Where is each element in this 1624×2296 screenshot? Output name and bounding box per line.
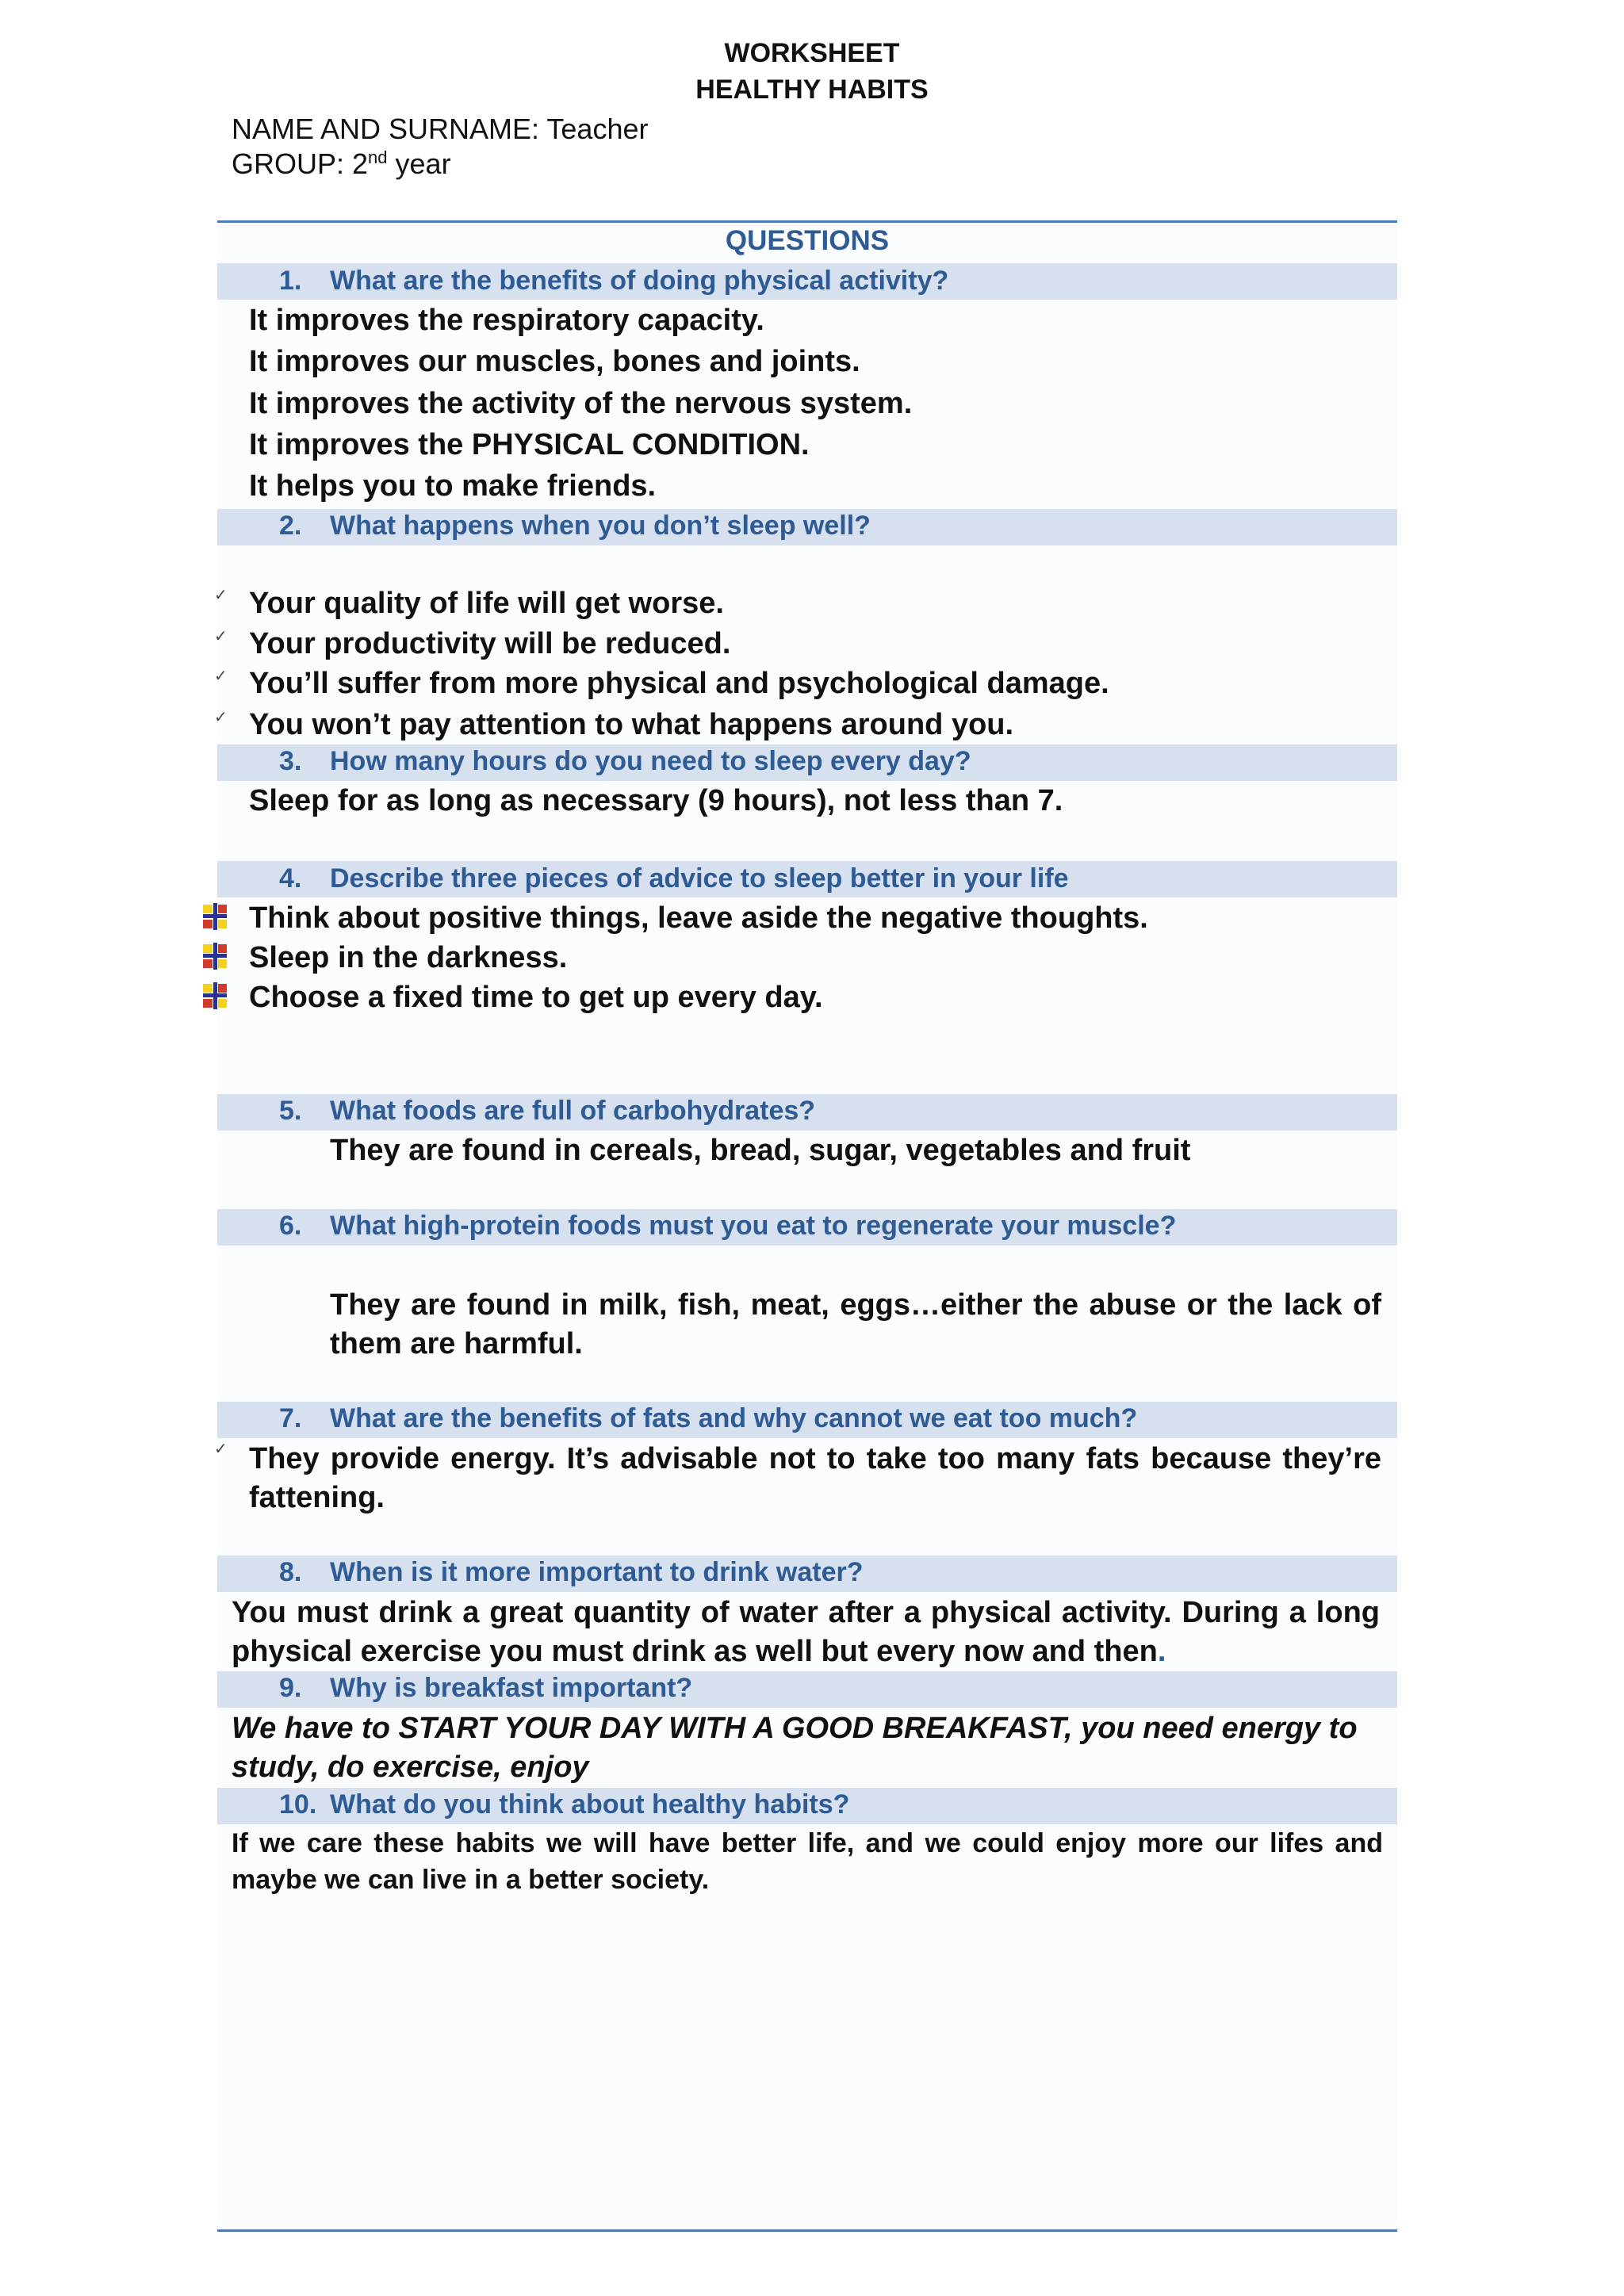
answer-10: If we care these habits we will have better life, and we could enjoy more our lifes and maybe we can live in a better society. <box>232 1828 1383 1895</box>
question-text-6: What high-protein foods must you eat to regenerate your muscle? <box>330 1211 1177 1241</box>
answer-8-text: You must drink a great quantity of water after a physical activity. During a long physical exercise you must drink as well but every now and then <box>232 1596 1380 1668</box>
answer-8-end: . <box>1157 1635 1166 1668</box>
group-ordinal: nd <box>368 147 388 167</box>
question-number-8: 8. <box>279 1557 302 1587</box>
question-number-7: 7. <box>279 1403 302 1433</box>
question-number-1: 1. <box>279 266 302 296</box>
question-text-1: What are the benefits of doing physical activity? <box>330 266 949 296</box>
answer-4-line-1: Think about positive things, leave aside the negative thoughts. <box>249 901 1148 935</box>
check-tick-icon: ✓ <box>214 709 228 726</box>
check-tick-icon: ✓ <box>214 668 228 685</box>
answer-1-line-2: It improves our muscles, bones and joints. <box>249 345 860 378</box>
check-tick-icon: ✓ <box>214 587 228 604</box>
answer-4-line-3: Choose a fixed time to get up every day. <box>249 981 823 1014</box>
answer-1-line-3: It improves the activity of the nervous system. <box>249 387 913 420</box>
question-text-2: What happens when you don’t sleep well? <box>330 511 871 541</box>
group-prefix: GROUP: 2 <box>232 147 369 180</box>
answer-9: We have to START YOUR DAY WITH A GOOD BREAKFAST, you need energy to study, do exercise, enjoy <box>232 1712 1358 1784</box>
answer-1-line-5: It helps you to make friends. <box>249 469 657 503</box>
group-line <box>232 147 451 181</box>
question-text-9: Why is breakfast important? <box>330 1673 693 1703</box>
group-suffix: year <box>387 147 451 180</box>
answer-7: They provide energy. It’s advisable not to take too many fats because they’re fattening. <box>249 1442 1381 1514</box>
answer-3: Sleep for as long as necessary (9 hours), not less than 7. <box>249 784 1063 817</box>
answer-2-line-1: Your quality of life will get worse. <box>249 587 724 620</box>
colored-cross-bullet-icon <box>203 943 227 970</box>
question-number-4: 4. <box>279 863 302 894</box>
question-number-2: 2. <box>279 511 302 541</box>
question-text-5: What foods are full of carbohydrates? <box>330 1096 816 1126</box>
question-text-3: How many hours do you need to sleep every day? <box>330 746 971 776</box>
answer-5: They are found in cereals, bread, sugar, vegetables and fruit <box>330 1134 1191 1167</box>
colored-cross-bullet-icon <box>203 982 227 1009</box>
worksheet-subtitle: HEALTHY HABITS <box>695 75 929 105</box>
question-number-9: 9. <box>279 1673 302 1703</box>
question-number-3: 3. <box>279 746 302 776</box>
answer-4-line-2: Sleep in the darkness. <box>249 941 568 974</box>
answer-1-line-4: It improves the PHYSICAL CONDITION. <box>249 428 810 461</box>
answer-2-line-4: You won’t pay attention to what happens around you. <box>249 708 1014 741</box>
answer-8 <box>232 1594 1380 1671</box>
worksheet-title: WORKSHEET <box>724 38 900 68</box>
check-tick-icon: ✓ <box>214 1441 228 1458</box>
question-number-5: 5. <box>279 1096 302 1126</box>
top-rule <box>217 220 1397 223</box>
name-line: NAME AND SURNAME: Teacher <box>232 113 649 145</box>
answer-2-line-2: Your productivity will be reduced. <box>249 627 731 660</box>
question-text-4: Describe three pieces of advice to sleep better in your life <box>330 863 1069 894</box>
answer-2-line-3: You’ll suffer from more physical and psychological damage. <box>249 667 1109 700</box>
question-number-10: 10. <box>279 1789 317 1820</box>
check-tick-icon: ✓ <box>214 628 228 645</box>
question-text-7: What are the benefits of fats and why cannot we eat too much? <box>330 1403 1138 1433</box>
answer-1-line-1: It improves the respiratory capacity. <box>249 304 764 337</box>
question-text-8: When is it more important to drink water? <box>330 1557 864 1587</box>
colored-cross-bullet-icon <box>203 903 227 930</box>
question-text-10: What do you think about healthy habits? <box>330 1789 850 1820</box>
answer-6: They are found in milk, fish, meat, eggs…either the abuse or the lack of them are harmful. <box>330 1288 1381 1360</box>
questions-heading: QUESTIONS <box>725 225 890 256</box>
question-number-6: 6. <box>279 1211 302 1241</box>
bottom-rule <box>217 2229 1397 2232</box>
